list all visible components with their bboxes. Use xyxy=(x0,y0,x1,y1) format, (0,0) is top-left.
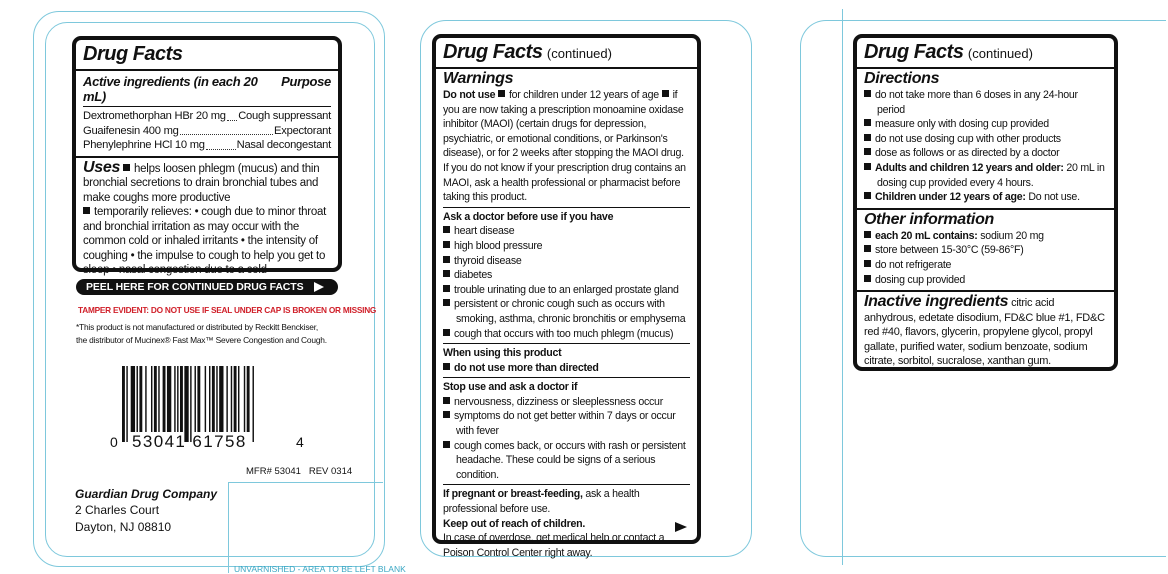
barcode-number: 53041 61758 xyxy=(132,432,247,451)
peel-here-tab[interactable] xyxy=(76,279,338,295)
ask-doctor-heading: Ask a doctor before use if you have xyxy=(443,210,614,223)
tamper-evident-text: TAMPER EVIDENT: DO NOT USE IF SEAL UNDER CAP IS BROKEN OR MISSING xyxy=(78,305,377,315)
stop-use-heading: Stop use and ask a doctor if xyxy=(443,381,578,394)
barcode-bar xyxy=(247,366,250,432)
list-item: do not refrigerate xyxy=(864,258,1107,273)
barcode-bar xyxy=(226,366,227,432)
drug-facts-title: Drug Facts xyxy=(443,41,543,63)
barcode-bar xyxy=(216,366,217,432)
list-item: persistent or chronic cough such as occurs with smoking, asthma, chronic bronchitis or emphysema xyxy=(443,297,690,326)
drug-facts-box-2 xyxy=(432,34,701,559)
barcode-bar xyxy=(177,366,178,432)
list-item: dosing cup provided xyxy=(864,273,1107,288)
barcode-bar xyxy=(244,366,245,432)
divider xyxy=(76,69,338,71)
address-line-1: 2 Charles Court xyxy=(75,503,160,517)
uses-section xyxy=(83,158,331,278)
directions-list xyxy=(864,88,1107,205)
pregnancy-warning: If pregnant or breast-feeding, ask a health professional before use. xyxy=(443,488,640,516)
barcode-bar xyxy=(158,366,159,432)
list-item: measure only with dosing cup provided xyxy=(864,117,1107,132)
list-item: high blood pressure xyxy=(443,239,690,254)
ingredient-list xyxy=(83,109,331,153)
barcode-bar xyxy=(209,366,210,432)
list-item: cough that occurs with too much phlegm (mucus) xyxy=(443,327,690,342)
barcode-bar xyxy=(137,366,138,432)
divider xyxy=(857,67,1114,69)
varnish-free-area xyxy=(228,482,383,573)
overdose-text: In case of overdose, get medical help or contact a Poison Control Center right away. xyxy=(443,532,665,559)
arrow-right-icon xyxy=(675,522,689,532)
list-item: each 20 mL contains: sodium 20 mg xyxy=(864,229,1107,244)
barcode-bar xyxy=(205,366,206,432)
inactive-ingredients xyxy=(864,295,1107,369)
barcode-bar xyxy=(180,366,183,432)
arrow-right-icon xyxy=(314,282,330,292)
barcode-digit-right: 4 xyxy=(296,434,304,450)
warnings-heading: Warnings xyxy=(443,70,514,87)
uses-text-1: helps loosen phlegm (mucus) and thin bronchial secretions to drain bronchial tubes and make coughs more productive xyxy=(83,162,320,204)
barcode xyxy=(122,366,292,442)
divider xyxy=(436,67,697,69)
barcode-digit-left: 0 xyxy=(110,434,118,450)
list-item: do not take more than 6 doses in any 24-hour period xyxy=(864,88,1107,117)
barcode-bar xyxy=(197,366,200,432)
ingredient-row: Guaifenesin 400 mg Expectorant xyxy=(83,124,331,137)
barcode-bar xyxy=(154,366,157,432)
list-item: Children under 12 years of age: Do not use. xyxy=(864,190,1107,205)
panel-3-edge xyxy=(842,9,843,565)
do-not-use-block: Do not use for children under 12 years of age if you are now taking a prescription monoamine oxidase inhibitor (MAOI) (certain drugs for depression, psychiatric, or emotional conditions, or Parkinson's disease), or for 2 weeks after stopping the MAOI drug. If you do not know if your prescription drug contains an MAOI, ask a health professional or pharmacist before taking this product. xyxy=(443,89,686,204)
unvarnished-note: UNVARNISHED - AREA TO BE LEFT BLANK xyxy=(234,564,406,574)
barcode-bar xyxy=(184,366,188,442)
inactive-heading: Inactive ingredients xyxy=(864,293,1009,311)
barcode-bar xyxy=(219,366,223,432)
continued-label: (continued) xyxy=(967,46,1033,61)
mfr-number: MFR# 53041 REV 0314 xyxy=(246,466,353,477)
inactive-text: citric acid anhydrous, edetate disodium, FD&C blue #1, FD&C red #40, flavors, glycerin, propylene glycol, propyl gallate, purified water, sodium benzoate, sodium citrate, sorbitol, sucralose, xanthan gum. xyxy=(864,297,1105,368)
barcode-bar xyxy=(163,366,166,432)
drug-facts-title: Drug Facts xyxy=(864,41,964,63)
barcode-bar xyxy=(131,366,135,432)
barcode-bar xyxy=(122,366,125,442)
list-item: diabetes xyxy=(443,268,690,283)
barcode-bar xyxy=(126,366,127,442)
warnings-body xyxy=(443,88,690,560)
address-line-2: Dayton, NJ 08810 xyxy=(75,520,172,534)
bullet-icon xyxy=(123,164,130,171)
barcode-bar xyxy=(174,366,175,432)
list-item: nervousness, dizziness or sleeplessness occur xyxy=(443,395,690,410)
barcode-bar xyxy=(145,366,146,432)
peel-here-label: PEEL HERE FOR CONTINUED DRUG FACTS xyxy=(86,281,304,293)
disclaimer-line-1: *This product is not manufactured or distributed by Reckitt Benckiser, xyxy=(76,322,319,332)
drug-facts-title: Drug Facts xyxy=(83,43,183,65)
continued-label: (continued) xyxy=(546,46,612,61)
barcode-bar xyxy=(231,366,232,432)
uses-text-2: temporarily relieves: • cough due to minor throat and bronchial irritation as may occur with the common cold or inhaled irritants • the intensity of coughing • the impulse to cough to help you get to sleep • nasal congestion due to a cold xyxy=(83,206,327,277)
divider xyxy=(857,290,1114,292)
barcode-bar xyxy=(151,366,152,432)
list-item: heart disease xyxy=(443,224,690,239)
ingredient-row: Phenylephrine HCl 10 mg Nasal decongestant xyxy=(83,139,331,152)
other-info-heading: Other information xyxy=(864,210,995,228)
barcode-bar xyxy=(234,366,237,432)
divider xyxy=(76,156,338,158)
barcode-bar xyxy=(253,366,254,442)
list-item: store between 15-30°C (59-86°F) xyxy=(864,243,1107,258)
barcode-bar xyxy=(238,366,239,432)
purpose-header: Purpose xyxy=(281,74,331,89)
bullet-icon xyxy=(83,207,90,214)
list-item: do not use more than directed xyxy=(443,361,690,376)
list-item: trouble urinating due to an enlarged prostate gland xyxy=(443,283,690,298)
barcode-bar xyxy=(139,366,142,432)
uses-heading: Uses xyxy=(83,158,121,176)
list-item: Adults and children 12 years and older: 20 mL in dosing cup provided every 4 hours. xyxy=(864,161,1107,190)
directions-heading: Directions xyxy=(864,70,940,87)
when-using-heading: When using this product xyxy=(443,347,562,360)
barcode-bar xyxy=(195,366,196,432)
disclaimer-line-2: the distributor of Mucinex® Fast Max™ Severe Congestion and Cough. xyxy=(76,335,327,345)
drug-facts-box-3 xyxy=(853,34,1118,371)
active-ingredients-header: Active ingredients (in each 20 mL) xyxy=(83,74,258,104)
list-item: thyroid disease xyxy=(443,254,690,269)
list-item: cough comes back, or occurs with rash or persistent headache. These could be signs of a serious condition. xyxy=(443,439,690,483)
barcode-bar xyxy=(167,366,171,432)
divider xyxy=(857,208,1114,210)
other-info-list xyxy=(864,229,1107,287)
barcode-bar xyxy=(190,366,191,442)
list-item: symptoms do not get better within 7 days or occur with fever xyxy=(443,409,690,438)
company-name: Guardian Drug Company xyxy=(75,487,218,501)
drug-facts-box-1 xyxy=(72,36,342,277)
barcode-bar xyxy=(212,366,215,432)
ingredient-row: Dextromethorphan HBr 20 mg Cough suppressant xyxy=(83,110,331,122)
keep-out-of-reach: Keep out of reach of children. xyxy=(443,517,586,530)
list-item: do not use dosing cup with other products xyxy=(864,132,1107,147)
divider xyxy=(83,106,331,107)
list-item: dose as follows or as directed by a doctor xyxy=(864,146,1107,161)
